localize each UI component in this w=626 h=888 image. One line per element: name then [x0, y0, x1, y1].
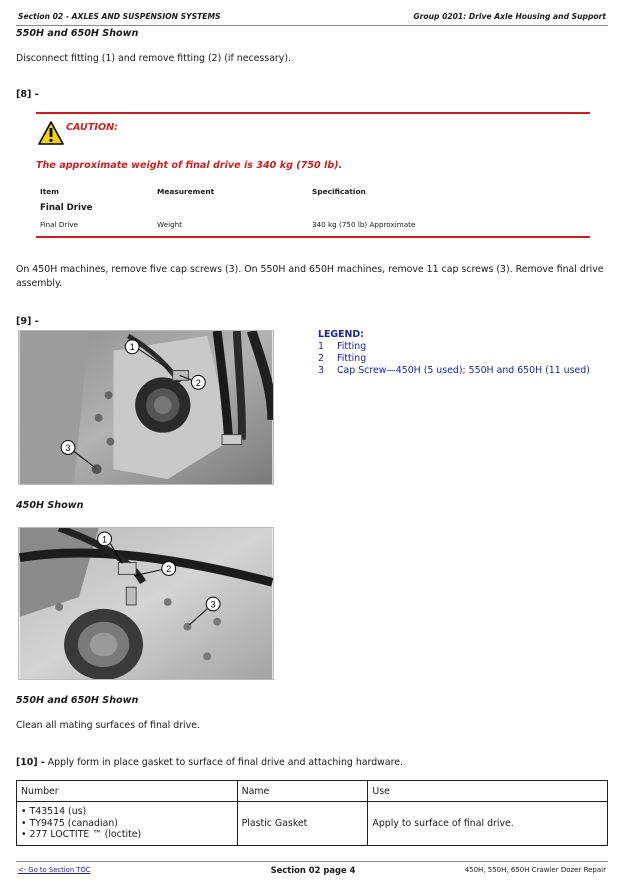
parts-cell-use: Apply to surface of final drive.	[368, 802, 608, 846]
spec-header-specification: Specification	[312, 187, 366, 196]
spec-cell-measurement: Weight	[157, 220, 183, 229]
callout-1-label: 1	[129, 342, 135, 353]
caption-550h-650h-top: 550H and 650H Shown	[16, 28, 139, 39]
parts-table-header-row	[17, 781, 608, 802]
legend-item-3-text: Cap Screw—450H (5 used); 550H and 650H (11 used)	[337, 365, 590, 376]
parts-cell-numbers	[17, 802, 238, 846]
caution-label: CAUTION:	[66, 122, 118, 133]
spec-group-final-drive: Final Drive	[40, 203, 93, 213]
step-8-label: [8] -	[16, 89, 39, 100]
spec-cell-specification: 340 kg (750 lb) Approximate	[312, 220, 416, 229]
caution-top-rule	[36, 112, 590, 114]
parts-cell-name: Plastic Gasket	[237, 802, 368, 846]
paragraph-cap-screws: On 450H machines, remove five cap screws (3). On 550H and 650H machines, remove 11 cap screws (3). Remove final drive assembly.	[16, 264, 604, 289]
callout-1-label: 1	[102, 534, 108, 545]
legend-item-1	[318, 341, 366, 352]
photo-450h-final-drive	[18, 330, 274, 485]
caption-550h-650h: 550H and 650H Shown	[16, 695, 139, 706]
photo-550h-650h-final-drive	[18, 527, 274, 680]
legend-item-1-num: 1	[318, 341, 324, 352]
caution-text: The approximate weight of final drive is 340 kg (750 lb).	[36, 160, 343, 171]
callout-2-label: 2	[195, 377, 201, 388]
parts-table	[16, 780, 608, 846]
parts-header-number: Number	[17, 781, 238, 802]
callout-3-label: 3	[210, 599, 216, 610]
step-9-label: [9] -	[16, 316, 39, 327]
footer-document-title: 450H, 550H, 650H Crawler Dozer Repair	[464, 866, 606, 874]
legend-item-1-text: Fitting	[337, 341, 367, 352]
legend-item-3-num: 3	[318, 365, 324, 376]
step-10-label: [10] -	[16, 757, 45, 768]
step-10-text: Apply form in place gasket to surface of final drive and attaching hardware.	[44, 757, 403, 768]
step-10	[16, 756, 403, 770]
caption-450h: 450H Shown	[16, 500, 84, 511]
spec-cell-item: Final Drive	[40, 220, 79, 229]
paragraph-clean: Clean all mating surfaces of final drive.	[16, 720, 200, 731]
legend-item-2-num: 2	[318, 353, 324, 364]
legend-item-3	[318, 365, 590, 376]
legend-title: LEGEND:	[318, 329, 364, 340]
footer-page-number: Section 02 page 4	[270, 865, 356, 875]
callout-2-label: 2	[166, 563, 172, 574]
callout-3-label: 3	[65, 442, 71, 453]
parts-header-name: Name	[237, 781, 368, 802]
legend-item-2-text: Fitting	[337, 353, 367, 364]
header-section: Section 02 - AXLES AND SUSPENSION SYSTEMS	[18, 12, 221, 21]
part-number-canadian: • TY9475 (canadian)	[21, 817, 118, 829]
go-to-section-toc-link[interactable]: <- Go to Section TOC	[18, 866, 91, 874]
warning-triangle-icon	[38, 121, 64, 145]
parts-table-row	[17, 802, 608, 846]
legend-item-2	[318, 353, 366, 364]
spec-header-measurement: Measurement	[157, 187, 215, 196]
header-group: Group 0201: Drive Axle Housing and Support	[413, 12, 606, 21]
header-divider	[16, 25, 608, 26]
caution-bottom-rule	[36, 236, 590, 238]
part-number-loctite: • 277 LOCTITE ™ (loctite)	[21, 829, 142, 841]
paragraph-disconnect: Disconnect fitting (1) and remove fitting (2) (if necessary).	[16, 53, 291, 64]
part-number-us: • T43514 (us)	[21, 806, 87, 818]
parts-header-use: Use	[368, 781, 608, 802]
footer-divider	[16, 861, 608, 862]
spec-header-item: Item	[40, 187, 59, 196]
